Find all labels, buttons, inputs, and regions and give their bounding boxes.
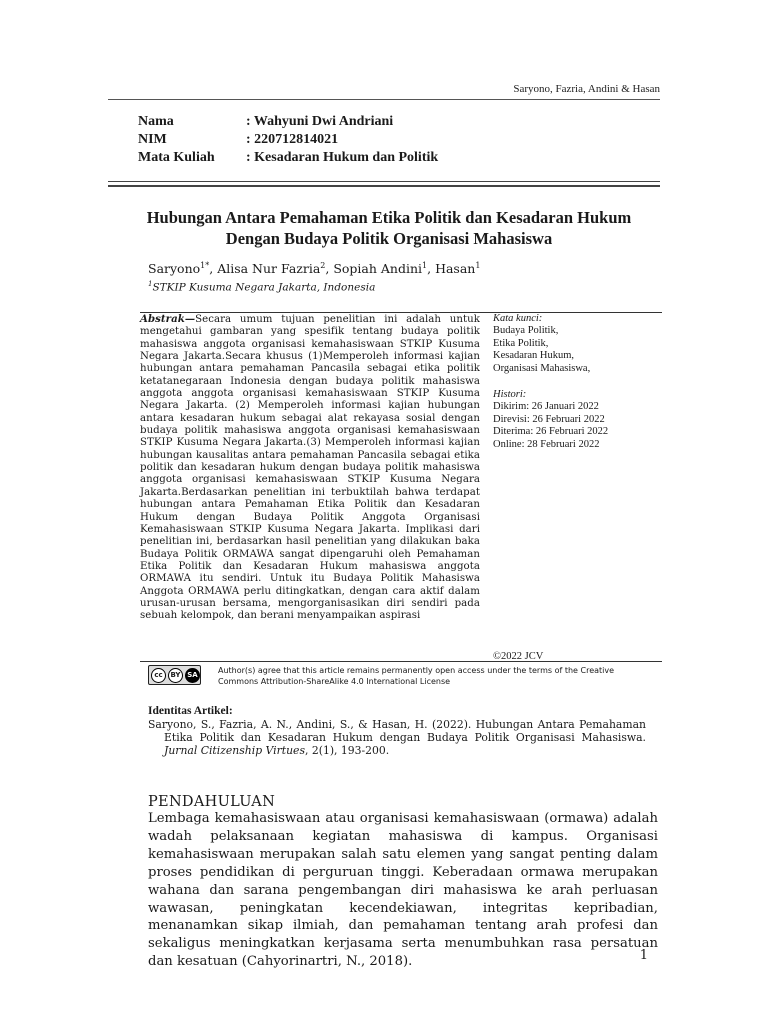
cc-license-badge (148, 665, 201, 685)
history-item: Direvisi: 26 Februari 2022 (493, 413, 605, 425)
affiliation-text: STKIP Kusuma Negara Jakarta, Indonesia (152, 281, 376, 294)
affiliation-sup: 1 (148, 280, 153, 288)
title-separator (108, 181, 660, 187)
license-text: Author(s) agree that this article remains permanently open access under the terms of the Creative Commons Attribution-ShareAlike 4.0 International License (218, 666, 615, 686)
identity-key: NIM (138, 132, 167, 147)
keywords-label: Kata kunci: (493, 313, 543, 324)
copyright-notice: ©2022 JCV (493, 651, 544, 662)
citation-tail: , 2(1), 193-200. (305, 744, 390, 757)
author-sup: 2 (320, 261, 326, 270)
identity-row-nim (138, 131, 438, 149)
author-name: , Hasan (427, 261, 476, 277)
author-list (148, 261, 480, 276)
article-info-sidebar (493, 313, 663, 662)
keyword-item: Organisasi Mahasiswa, (493, 362, 591, 374)
identity-row-course (138, 149, 438, 167)
abstract-bottom-rule (140, 661, 662, 662)
attribution-icon: BY (168, 668, 183, 683)
keyword-item: Budaya Politik, (493, 325, 559, 337)
history-label: Histori: (493, 389, 527, 401)
share-alike-icon: SA (185, 668, 200, 683)
body-paragraph: Lembaga kemahasiswaan atau organisasi kemahasiswaan (ormawa) adalah wadah pelaksanaan kegiatan mahasiswa di kampus. Organisasi kemahasiswaan merupakan salah satu elemen yang sangat penting dalam proses pendidikan di perguruan tinggi. Keberadaan ormawa merupakan wahana dan sarana pengembangan diri mahasiswa ke arah perluasan wawasan, peningkatan kecendekiawan, integritas kepribadian, menanamkan sikap ilmiah, dan pemahaman tentang arah profesi dan sekaligus meningkatkan kerjasama serta menumbuhkan rasa persatuan dan kesatuan (Cahyorinartri, N., 2018). (148, 811, 658, 970)
author-sup: 1* (200, 261, 210, 270)
author-name: , Sopiah Andini (325, 261, 423, 277)
keyword-item: Kesadaran Hukum, (493, 350, 575, 362)
keyword-item: Etika Politik, (493, 337, 549, 349)
history-item: Online: 28 Februari 2022 (493, 438, 600, 450)
journal-name: Jurnal Citizenship Virtues (164, 744, 305, 757)
identity-value: : 220712814021 (246, 132, 339, 147)
author-sup: 1 (475, 261, 481, 270)
author-name: Saryono (148, 261, 201, 277)
running-head: Saryono, Fazria, Andini & Hasan (513, 83, 660, 95)
history-item: Dikirim: 26 Januari 2022 (493, 401, 599, 413)
history-item: Diterima: 26 Februari 2022 (493, 426, 609, 438)
page-number: 1 (639, 948, 648, 963)
article-title: Hubungan Antara Pemahaman Etika Politik dan Kesadaran Hukum Dengan Budaya Politik Organisasi Mahasiswa (146, 208, 632, 248)
citation-main: Saryono, S., Fazria, A. N., Andini, S., & Hasan, H. (2022). Hubungan Antara Pemahaman Etika Politik dan Kesadaran Hukum dengan Budaya Politik Organisasi Mahasiswa. (148, 718, 646, 744)
citation (148, 718, 646, 757)
identity-value: : Wahyuni Dwi Andriani (246, 114, 394, 129)
abstract-text: Secara umum tujuan penelitian ini adalah untuk mengetahui gambaran yang spesifik tentang budaya politik mahasiswa anggota organisasi kemahasiswaan STKIP Kusuma Negara Jakarta.Secara khusus (1)Memperoleh informasi kajian hubungan antara pemahaman Pancasila sebagai etika politik ketatanegaraan Indonesia dengan budaya politik mahasiswa anggota anggota organisasi kemahasiswaan STKIP Kusuma Negara Jakarta. (2) Memperoleh informasi kajian hubungan antara kesadaran hukum sebagai alat rekayasa sosial dengan budaya politik mahasiswa anggota organisasi kemahasiswaan STKIP Kusuma Negara Jakarta.(3) Memperoleh informasi kajian hubungan kausalitas antara pemahaman Pancasila sebagai etika politik dan kesadaran hukum dengan budaya politik mahasiswa anggota organisasi kemahasiswaan STKIP Kusuma Negara Jakarta.Berdasarkan penelitian ini terbuktilah bahwa terdapat hubungan antara Pemahaman Etika Politik dan Kesadaran Hukum dengan Budaya Politik Anggota Organisasi Kemahasiswaan STKIP Kusuma Negara Jakarta. Implikasi dari penelitian ini, berdasarkan hasil penelitian yang dilakukan baka Budaya Politik ORMAWA sangat dipengaruhi oleh Pemahaman Etika Politik dan Kesadaran Hukum mahasiswa anggota ORMAWA itu sendiri. Untuk itu Budaya Politik Mahasiswa Anggota ORMAWA perlu ditingkatkan, dengan cara aktif dalam urusan-urusan bersama, mengorganisasikan diri sendiri pada sebuah kelompok, dan berani menyampaikan aspirasi (140, 314, 480, 622)
article-identity-heading: Identitas Artikel: (148, 705, 233, 717)
identity-value: : Kesadaran Hukum dan Politik (246, 150, 439, 165)
identity-key: Mata Kuliah (138, 150, 215, 165)
header-rule (108, 99, 660, 100)
identity-row-name (138, 113, 438, 131)
affiliation (148, 280, 375, 294)
cc-icon: cc (151, 668, 166, 683)
author-name: , Alisa Nur Fazria (209, 261, 321, 277)
section-heading: PENDAHULUAN (148, 794, 276, 810)
student-identity (138, 113, 438, 167)
author-sup: 1 (422, 261, 428, 270)
identity-key: Nama (138, 114, 174, 129)
abstract (140, 313, 480, 623)
abstract-label: Abstrak— (140, 313, 196, 325)
